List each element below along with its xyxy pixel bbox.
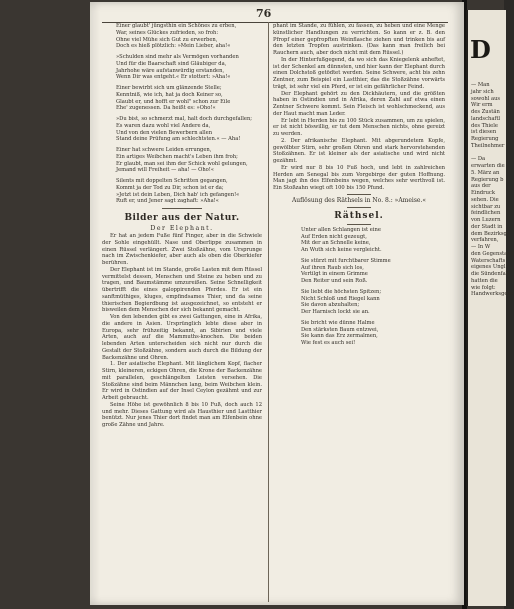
article-paragraph: Von den lebenden gibt es zwei Gattungen, eine in Afrika, die andere in Asien. Ursprünglich lebte diese aber in Europa, sehr frühzeitig bekannt, an Sibirien und viele Arten, auch auf die Mammuths-knochen. Die beiden lebenden Arten unterscheiden sich nicht nur durch die Gestalt der Stoßzähne, sondern auch durch die Bildung der Backenzähne und Ohren. xyxy=(102,314,262,361)
right-page-line: jahr sich xyxy=(471,88,494,95)
poem-line: »Du bist, so schmerzt mal, halt doch durchgefallen; xyxy=(116,116,253,122)
right-page-line: sichtbar zu xyxy=(471,203,501,210)
right-page-line: — Man xyxy=(471,82,490,88)
poem-line: Einer hat schwere Leiden errungen, xyxy=(116,147,212,153)
poem-line: Und für die Baarschaft sind Gläubiger da, xyxy=(116,60,227,67)
poem-line: Und von den vielen Bewerbern allen xyxy=(116,129,213,136)
article-paragraph: Er hat an jedem Fuße fünf Finger, aber in die Schwiele der Sohle eingehüllt. Nase und Oberlippe zusammen in einen Rüssel verlängert. Zwei Stoßzähne, vom Ursprunge nach im Zwischenkiefer, aber auch als oben die Oberkiefer berühren. xyxy=(102,233,262,266)
riddle-line: Sie kann das Erz zermalmen, xyxy=(301,333,378,340)
poem-line: »Schulden sind mehr als Vermögen vorhanden xyxy=(116,54,239,60)
poem-line: »Jetzt ist dein Leben, Dich hab' ich gefangen!« xyxy=(116,191,240,198)
answer-rule xyxy=(347,194,371,195)
riddle-line: Der Harnisch lockt sie an. xyxy=(301,309,370,315)
right-page-line: Handwerksgese xyxy=(471,291,514,298)
poem-line: Er glaubt, man sei ihm der Schick wohl gelungen, xyxy=(116,160,248,167)
poem-line: Jahrhohe wäre aufstanwürdig erstanden, xyxy=(116,67,225,74)
right-page-line: landschaftl xyxy=(471,115,501,122)
right-page-line: den Gegenstand xyxy=(471,250,514,257)
article-paragraph: Er lebt in Herden bis zu 100 Stück zusammen, um zu spielen, er ist nicht böswillig, er tut dem Menschen nichts, ohne gereizt zu werden. xyxy=(273,117,445,137)
riddle-line: Den Reiter und sein Roß. xyxy=(301,278,368,284)
right-page-line xyxy=(468,150,506,157)
poem-line: Silents mit doppelten Schritten gegangen, xyxy=(116,178,228,184)
section-subtitle: Der Elephant. xyxy=(150,225,214,232)
right-page-line: verfahren, xyxy=(471,237,499,244)
riddle-line: Sie bricht wie dünne Halme xyxy=(301,319,375,326)
riddle-line: Sie davon abzuhalten; xyxy=(301,302,360,309)
poem-line: Glaubt er, und hofft er wohl" schon zur Eile xyxy=(116,98,231,105)
right-page-line: die Sündenfall xyxy=(471,271,509,277)
right-page-line: Wir erm xyxy=(471,102,493,109)
poem-line: Ruft er, und Jener sagt zaghaft: »Aha!« xyxy=(116,198,219,205)
right-page-text xyxy=(468,82,514,298)
poem-line: Kommt ja der Tod zu Dir, schon ist er da; xyxy=(116,184,224,191)
right-page-line: aus der xyxy=(471,183,491,190)
column-divider xyxy=(268,22,269,602)
poem-line: Einer bewirbt sich um glänzende Stelle; xyxy=(116,85,222,91)
riddle-line: Sie liebt die höchsten Spitzen; xyxy=(301,288,382,295)
poem-line: Wenn Dir was entgeht.« Er stottert: »Aha!« xyxy=(116,74,231,81)
riddle-line: Sie stürzt mit furchtbarer Stimme xyxy=(301,257,391,264)
poem xyxy=(102,23,262,205)
right-page-line: — In W xyxy=(471,244,491,250)
riddle-line: Vertilgt in einem Grimme xyxy=(301,271,368,278)
right-page-line: feindlichen xyxy=(471,210,501,217)
right-page-line: Waterschafts xyxy=(471,257,506,264)
section-title: Bilder aus der Natur. xyxy=(124,213,240,223)
right-page-line: Theilnehmer xyxy=(471,142,505,149)
poem-line: Kenntniß, wie ich, hat ja doch Keiner so, xyxy=(116,91,223,98)
right-page-line: wie folgt: xyxy=(471,284,496,291)
book-page-left xyxy=(90,2,464,605)
right-page-line: dem Bezirksg xyxy=(471,230,507,237)
riddle-line: Auf ihren Raub sich los, xyxy=(301,264,364,271)
article-paragraph: Seine Höhe ist gewöhnlich 8 bis 10 Fuß, doch auch 12 und mehr. Dieses Gattung wird als Hausthier und Lastthier benützt. Nur jenes Thier dort findet man am Elfenbein ohne große Zähne und Jahre. xyxy=(102,401,262,428)
left-column xyxy=(102,23,262,603)
poem-line: Es waren dazu wohl viel Andere da, xyxy=(116,122,211,129)
article-paragraph: In der Hinterfußgegend, da wo sich das Kniegelenk anheftet, ist der Schenkel am dünnsten, und hier kann der Elephant durch einen Dolchstoß getödtet werden. Seine Schwere, acht bis zehn Zentner, zum Beispiel ein Lastthier, das die Stoßzähne vorwärts trägt, ist sehr viel ein Pferd, er ist ein gefährlicher Feind. xyxy=(273,56,445,90)
riddle-line: Mit der an Schnelle keine, xyxy=(301,240,371,247)
book-page-right xyxy=(466,10,514,606)
right-page-line: der Stadt in xyxy=(471,223,503,230)
poem-line: Stand deine Prüfung am schlechtsten.« — Aha! xyxy=(116,136,241,143)
article-paragraph: 2. Der afrikanische Elephant. Mit abgerundetem Kopfe, gewölbter Stirn, sehr großen Ohren und stark hervorstehenden Stoßzähnen. Er ist kleiner als der asiatische und wird nicht gezähmt. xyxy=(273,137,445,164)
riddle-line: Den stärksten Baum entzwei, xyxy=(301,326,379,333)
poem-line: Ein artiges Weibchen macht's Leben ihm froh; xyxy=(116,153,238,160)
article-paragraph: 1. Der asiatische Elephant. Mit länglichem Kopf, flacher Stirn, kleineren, eckigen Ohren, die Krone der Backenzähne mit parallelen, geschlängelten Leisten versehen. Die Stoßzähne sind beim Männchen lang, beim Weibchen klein. Er wird in Ostindien auf der Insel Ceylon gezähmt und zur Arbeit gebraucht. xyxy=(102,361,262,401)
article-paragraph: phant im Stande, zu fühlen, zu fassen, zu heben und eine Menge künstlicher Handlungen zu verrichten. So kann er z. B. den Pfropf einer gepfropften Weinflasche ziehen und trinken bis auf den letzten Tropfen austrinken. (Das kann man freilich bei Rauchern auch, aber doch nicht mit dem Rüssel.) xyxy=(273,23,445,56)
right-page-line: Eindruck xyxy=(471,190,495,196)
poem-line: Ohne viel Mühe sich Gut zu erwerben, xyxy=(116,36,218,43)
riddle-title-rule xyxy=(347,224,371,225)
riddle-rule xyxy=(347,207,371,208)
masthead-initial: D xyxy=(470,35,491,64)
article-paragraph: Der Elephant gehört zu den Dickhäutern, und die größten haben in Ostindien und in Afrika, deren Zahl auf etwa einen Zentner Schwere kommt. Sein Fleisch ist wohlschmeckend, aus der Haut macht man Leder. xyxy=(273,90,445,117)
article-paragraph: Der Elephant ist im Stande, große Lasten mit dem Rüssel vermittelst dessen, Menschen und Steine zu heben und zu tragen, und Baumstämme umzureißen. Seine Schnelligkeit übertrifft die eines galoppirenden Pferdes. Er ist ein sanftmüthiges, kluges, empfindsames Thier, und da seine thierischen Begierdbung ist ausgezeichnet, so entsteht er bisweilen dem Menschen der sich bekannt gemacht. xyxy=(102,266,262,314)
right-column xyxy=(273,23,445,603)
right-page-line: eigenes Ungl xyxy=(471,264,506,271)
riddle-answer: Auflösung des Räthsels in No. 8.: »Ameise.« xyxy=(291,196,427,204)
poem-line: Ehe' zugenessen. Da heißt es: »Oho!« xyxy=(116,105,216,112)
riddle-title: Räthsel. xyxy=(334,210,384,221)
riddle-line: An Wuth sich keine vergleicht. xyxy=(301,247,382,253)
section-rule xyxy=(162,208,202,209)
right-page-line: — Da xyxy=(471,156,486,163)
poem-line: Doch es hieß plötzlich: »Mein Lieber, aha!« xyxy=(116,43,231,50)
poem-line: War, seines Glückes zufrieden, so froh: xyxy=(116,29,219,36)
poem-line: Einer glaubt' jüngsthin ein Schönes zu erben, xyxy=(116,23,237,29)
riddle-line: Wie fest es auch sei! xyxy=(301,340,356,346)
right-page-line: von Luzern xyxy=(471,217,501,223)
right-page-line: ist diesen xyxy=(471,129,497,136)
poem-line: Jemand will Freiheit — aha! — Oho!« xyxy=(116,167,215,174)
right-page-line: des Thiele xyxy=(471,122,498,129)
riddle-line: Unter allen Schlangen ist eine xyxy=(301,226,381,233)
right-page-line: Regierung b xyxy=(471,176,504,183)
riddle-line: Auf Erden nicht gezeugt, xyxy=(301,233,367,240)
right-page-line: sehen. Die xyxy=(471,196,499,203)
article-paragraph: Er wird nur 8 bis 10 Fuß hoch, und lebt in zahlreichen Herden am Senegal bis zum Vorgebirge der guten Hoffnung. Man jagt ihn des Elfenbeins wegen, welches sehr werthvoll ist. Ein Stoßzahn wiegt oft 100 bis 150 Pfund. xyxy=(273,164,445,191)
right-page-line: hatten die xyxy=(471,277,498,284)
page-number: 76 xyxy=(256,7,272,20)
riddle-line: Nicht Schloß und Riegel kann xyxy=(301,295,380,302)
right-page-line: 5. März an xyxy=(471,169,500,176)
right-page-line: des Zustän xyxy=(471,109,500,115)
right-page-line: sowohl aus xyxy=(471,95,501,102)
right-page-line: Regierung xyxy=(471,136,499,142)
right-page-line: erwarten die xyxy=(471,163,505,169)
